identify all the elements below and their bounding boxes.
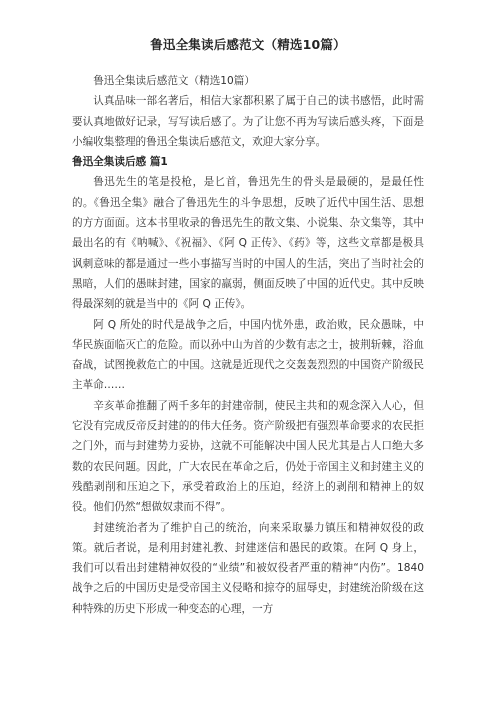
body-paragraph-2: 阿 Q 所处的时代是战争之后，中国内忧外患，政治败，民众愚昧，中华民族面临灭亡的危险。而以孙中山为首的少数有志之士，披荆斩棘，浴血奋战，试图挽救危亡的中国。这就是近现代之交轰轰烈烈的中国资产阶级民主革命…… <box>72 318 424 392</box>
intro-paragraph-title: 鲁迅全集读后感范文（精选10篇） <box>93 75 255 87</box>
intro-paragraph: 认真品味一部名著后，相信大家都积累了属于自己的读书感悟，此时需要认真地做好记录，写写读后感了。为了让您不再为写读后感头疼，下面是小编收集整理的鲁迅全集读后感范文，欢迎大家分享。 <box>72 95 424 148</box>
section-heading: 鲁迅全集读后感 篇1 <box>72 156 168 169</box>
body-paragraph-3: 辛亥革命推翻了两千多年的封建帝制，使民主共和的观念深入人心，但它没有完成反帝反封建的的伟大任务。资产阶级把有强烈革命要求的农民拒之门外，而与封建势力妥协，这就不可能解决中国人民尤其是占人口绝大多数的农民问题。因此，广大农民在革命之后，仍处于帝国主义和封建主义的残酷剥削和压迫之下，承受着政治上的压迫，经济上的剥削和精神上的奴役。他们仍然“想做奴隶而不得”。 <box>72 399 424 514</box>
document-title: 鲁迅全集读后感范文（精选10篇） <box>150 37 346 52</box>
body-paragraph-1: 鲁迅先生的笔是投枪，是匕首，鲁迅先生的骨头是最硬的，是最任性的。《鲁迅全集》融合了鲁迅先生的斗争思想，反映了近代中国生活、思想的方方面面。这本书里收录的鲁迅先生的散文集、小说集、杂文集等，其中最出名的有《呐喊》、《祝福》、《阿 Q 正传》、《药》等，这些文章都是极具讽刺意味的都是通过一些小事描写当时的中国人的生活，突出了当时社会的黑暗，人们的愚昧封建，国家的羸弱，侧面反映了中国的近代史。其中反映得最深刻的就是当中的《阿 Q 正传》。 <box>72 176 424 311</box>
body-paragraph-4: 封建统治者为了维护自己的统治，向来采取暴力镇压和精神奴役的政策。就后者说，是利用封建礼教、封建迷信和愚民的政策。在阿 Q 身上，我们可以看出封建精神奴役的“业绩”和被奴役者严重的精神“内伤”。1840 战争之后的中国历史是受帝国主义侵略和掠夺的屈辱史，封建统治阶级在这种特殊的历史下形成一种变态的心理，一方 <box>72 521 424 615</box>
